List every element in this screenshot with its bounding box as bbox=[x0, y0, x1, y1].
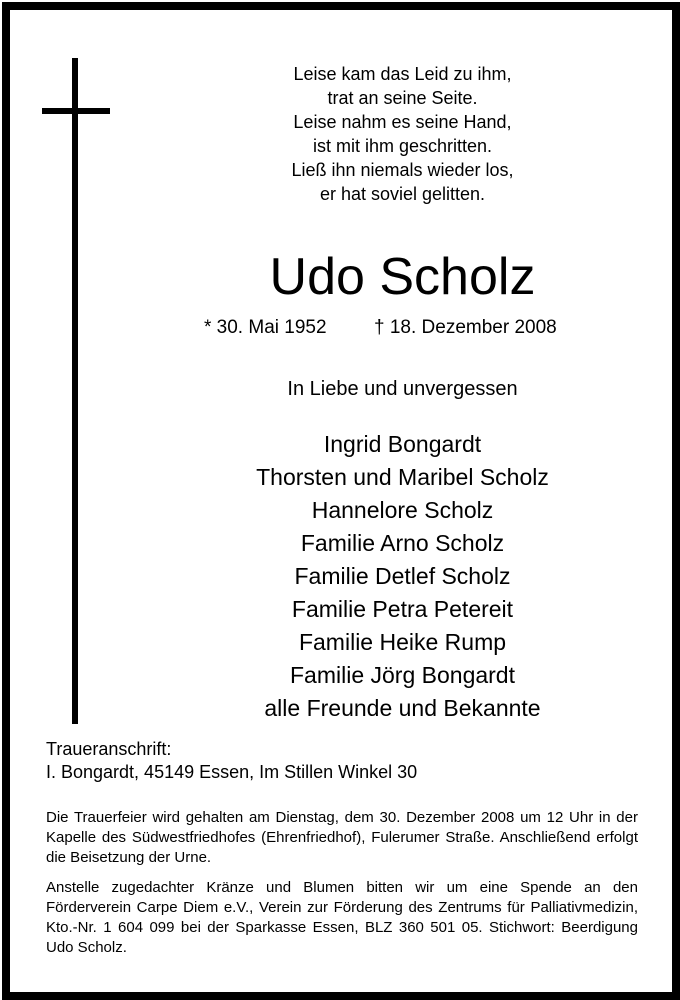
mourner-item: Familie Petra Petereit bbox=[291, 596, 514, 622]
poem-line: Leise kam das Leid zu ihm, bbox=[293, 64, 512, 84]
mourning-address bbox=[46, 738, 417, 784]
obituary-frame bbox=[2, 2, 680, 1000]
address-label: Traueranschrift: bbox=[46, 739, 172, 759]
poem-line: Ließ ihn niemals wieder los, bbox=[291, 160, 514, 180]
poem-line: Leise nahm es seine Hand, bbox=[293, 112, 512, 132]
donation-notice: Anstelle zugedachter Kränze und Blumen bitten wir um eine Spende an den Förderverein Carpe Diem e.V., Verein zur Förderung des Zentrums für Palliativmedizin, Kto.-Nr. 1 604 099 bei der Sparkasse Essen, BLZ 360 501 05. Stichwort: Beerdigung Udo Scholz. bbox=[46, 879, 638, 956]
mourners-list bbox=[210, 428, 595, 725]
poem-line: trat an seine Seite. bbox=[327, 88, 478, 108]
mourner-item: Hannelore Scholz bbox=[311, 497, 494, 523]
poem-line: ist mit ihm geschritten. bbox=[312, 136, 493, 156]
mourner-item: Thorsten und Maribel Scholz bbox=[256, 464, 549, 490]
mourner-item: Ingrid Bongardt bbox=[323, 431, 482, 457]
poem-line: er hat soviel gelitten. bbox=[319, 184, 486, 204]
poem bbox=[210, 62, 595, 206]
cross-icon-horizontal-bar bbox=[42, 108, 110, 114]
address-value: I. Bongardt, 45149 Essen, Im Stillen Winkel 30 bbox=[46, 762, 418, 782]
mourner-item: Familie Heike Rump bbox=[298, 629, 507, 655]
mourner-item: Familie Detlef Scholz bbox=[294, 563, 511, 589]
funeral-notice: Die Trauerfeier wird gehalten am Dienstag, dem 30. Dezember 2008 um 12 Uhr in der Kapelle des Südwestfriedhofes (Ehrenfriedhof), Fulerumer Straße. Anschließend erfolgt die Beisetzung der Urne. bbox=[46, 809, 638, 866]
mourner-item: Familie Jörg Bongardt bbox=[290, 662, 515, 688]
death-date: † 18. Dezember 2008 bbox=[374, 317, 557, 338]
mourner-item: alle Freunde und Bekannte bbox=[264, 695, 541, 721]
birth-date: * 30. Mai 1952 bbox=[204, 317, 327, 338]
deceased-name: Udo Scholz bbox=[269, 248, 536, 306]
tagline: In Liebe und unvergessen bbox=[287, 378, 518, 400]
cross-icon-vertical-bar bbox=[72, 58, 78, 724]
mourner-item: Familie Arno Scholz bbox=[300, 530, 505, 556]
